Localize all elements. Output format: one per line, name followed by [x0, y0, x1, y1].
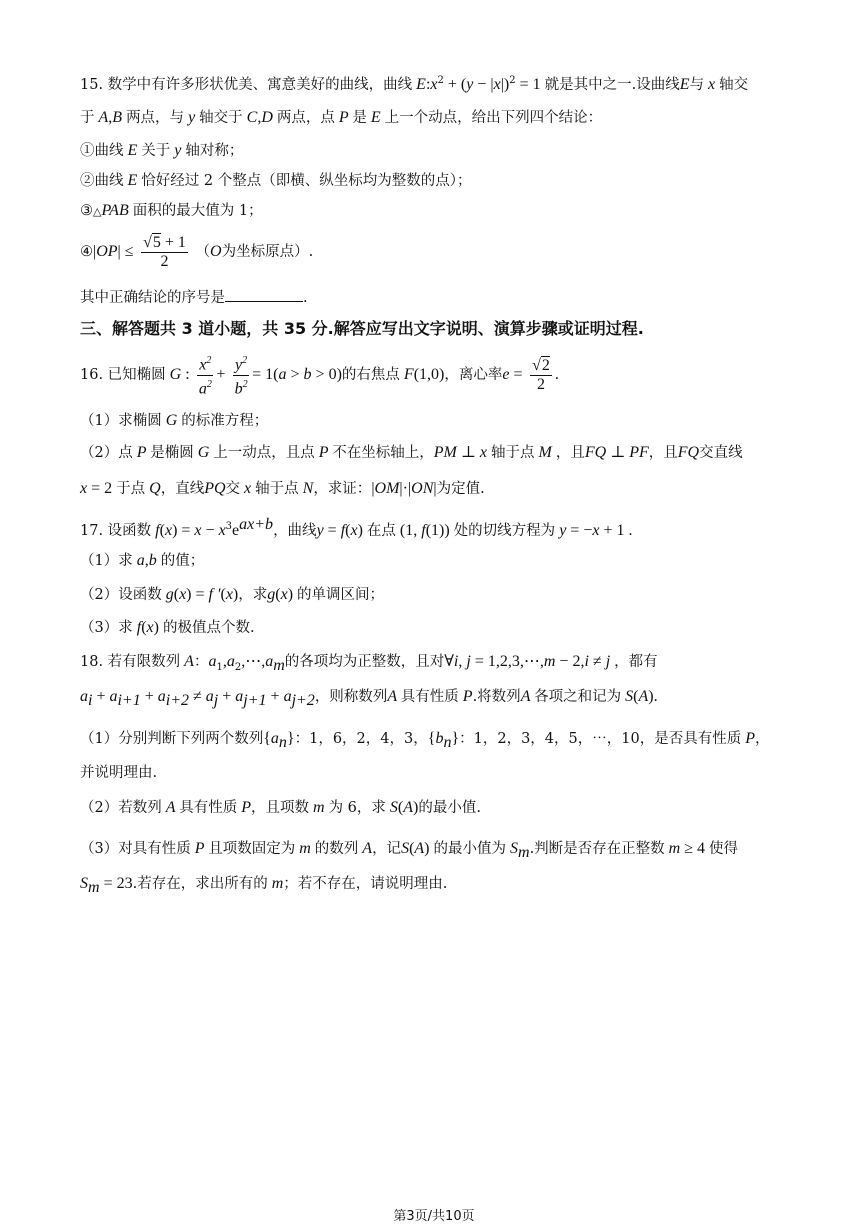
q15-line2: 于 A,B 两点，与 y 轴交于 C,D 两点，点 P 是 E 上一个动点，给出下列四个结论：: [80, 109, 603, 126]
q17-part3: （3）求 f(x) 的极值点个数.: [80, 619, 255, 636]
q18-line2: $a_i + a_{i+1} + a_{i+2} \ne a_j + a_{j+1} + a_{j+2}$，则称数列A 具有性质 P.将数列A 各项之和记为 S(A).: [80, 688, 658, 709]
q15-answer-line: 其中正确结论的序号是 .: [80, 287, 308, 309]
q16-part2-cont: x = 2 于点 Q，直线PQ交 x 轴于点 N，求证：|OM|·|ON|为定值.: [80, 480, 485, 497]
q15-conclusion4: ④|OP| ≤ $\frac{√5 + 1}{2}$ （O为坐标原点）.: [80, 233, 314, 270]
q16-part1: （1）求椭圆 G 的标准方程；: [80, 412, 269, 429]
answer-blank[interactable]: [225, 287, 303, 302]
q18-part3: （3）对具有性质 P 且项数固定为 m 的数列 A，记S(A) 的最小值为 $S_m$.判断是否存在正整数 m ≥ 4 使得: [80, 840, 739, 861]
q15-conclusion3: ③△PAB 面积的最大值为 1；: [80, 202, 263, 219]
q15-conclusion2: ②曲线 E 恰好经过 2 个整点（即横、纵坐标均为整数的点）；: [80, 172, 472, 189]
q18-line1: 18. 若有限数列 A：$a_1,a_2,\cdots,a_m$的各项均为正整数，且对∀i, j = 1,2,3,⋯,m − 2,i ≠ j ，都有: [80, 653, 658, 674]
q17-part2: （2）设函数 g(x) = f ′(x)，求g(x) 的单调区间；: [80, 586, 385, 603]
q18-part1: （1）分别判断下列两个数列$\{a_n\}$：1，6，2，4，3，$\{b_n\}$：1，2，3，4，5，⋯，10，是否具有性质 P，: [80, 730, 770, 751]
q15-line1: 15. 数学中有许多形状优美、寓意美好的曲线，曲线 $E:x^2 + (y - |x|)^2 = 1$ 就是其中之一.设曲线E与 x 轴交: [80, 75, 749, 93]
q16-line1: 16. 已知椭圆 G : $\frac{x^2}{a^2}$ + $\frac{y^2}{b^2}$ = 1(a > b > 0)的右焦点 F(1,0)，离心率e = $\frac{√2}{2}$ .: [80, 352, 559, 398]
q15-conclusion1: ①曲线 E 关于 y 轴对称；: [80, 142, 244, 159]
q17-line1: 17. 设函数 $f(x) = x - x^3e^{ax+b}$，曲线y = f(x) 在点 (1, f(1)) 处的切线方程为 y = −x + 1 .: [80, 516, 633, 539]
q16-part2: （2）点 P 是椭圆 G 上一动点，且点 P 不在坐标轴上，PM ⊥ x 轴于点 M ，且FQ ⊥ PF，且FQ交直线: [80, 444, 743, 461]
page-footer: 第3页/共10页: [393, 1209, 475, 1224]
q18-part1-cont: 并说明理由.: [80, 765, 158, 781]
section3-heading: 三、解答题共 3 道小题，共 35 分.解答应写出文字说明、演算步骤或证明过程.: [80, 319, 644, 338]
q18-part2: （2）若数列 A 具有性质 P，且项数 m 为 6，求 S(A)的最小值.: [80, 799, 481, 816]
q18-part3-cont: $S_m = 23$.若存在，求出所有的 m；若不存在，请说明理由.: [80, 875, 448, 896]
q17-part1: （1）求 a,b 的值；: [80, 552, 205, 569]
